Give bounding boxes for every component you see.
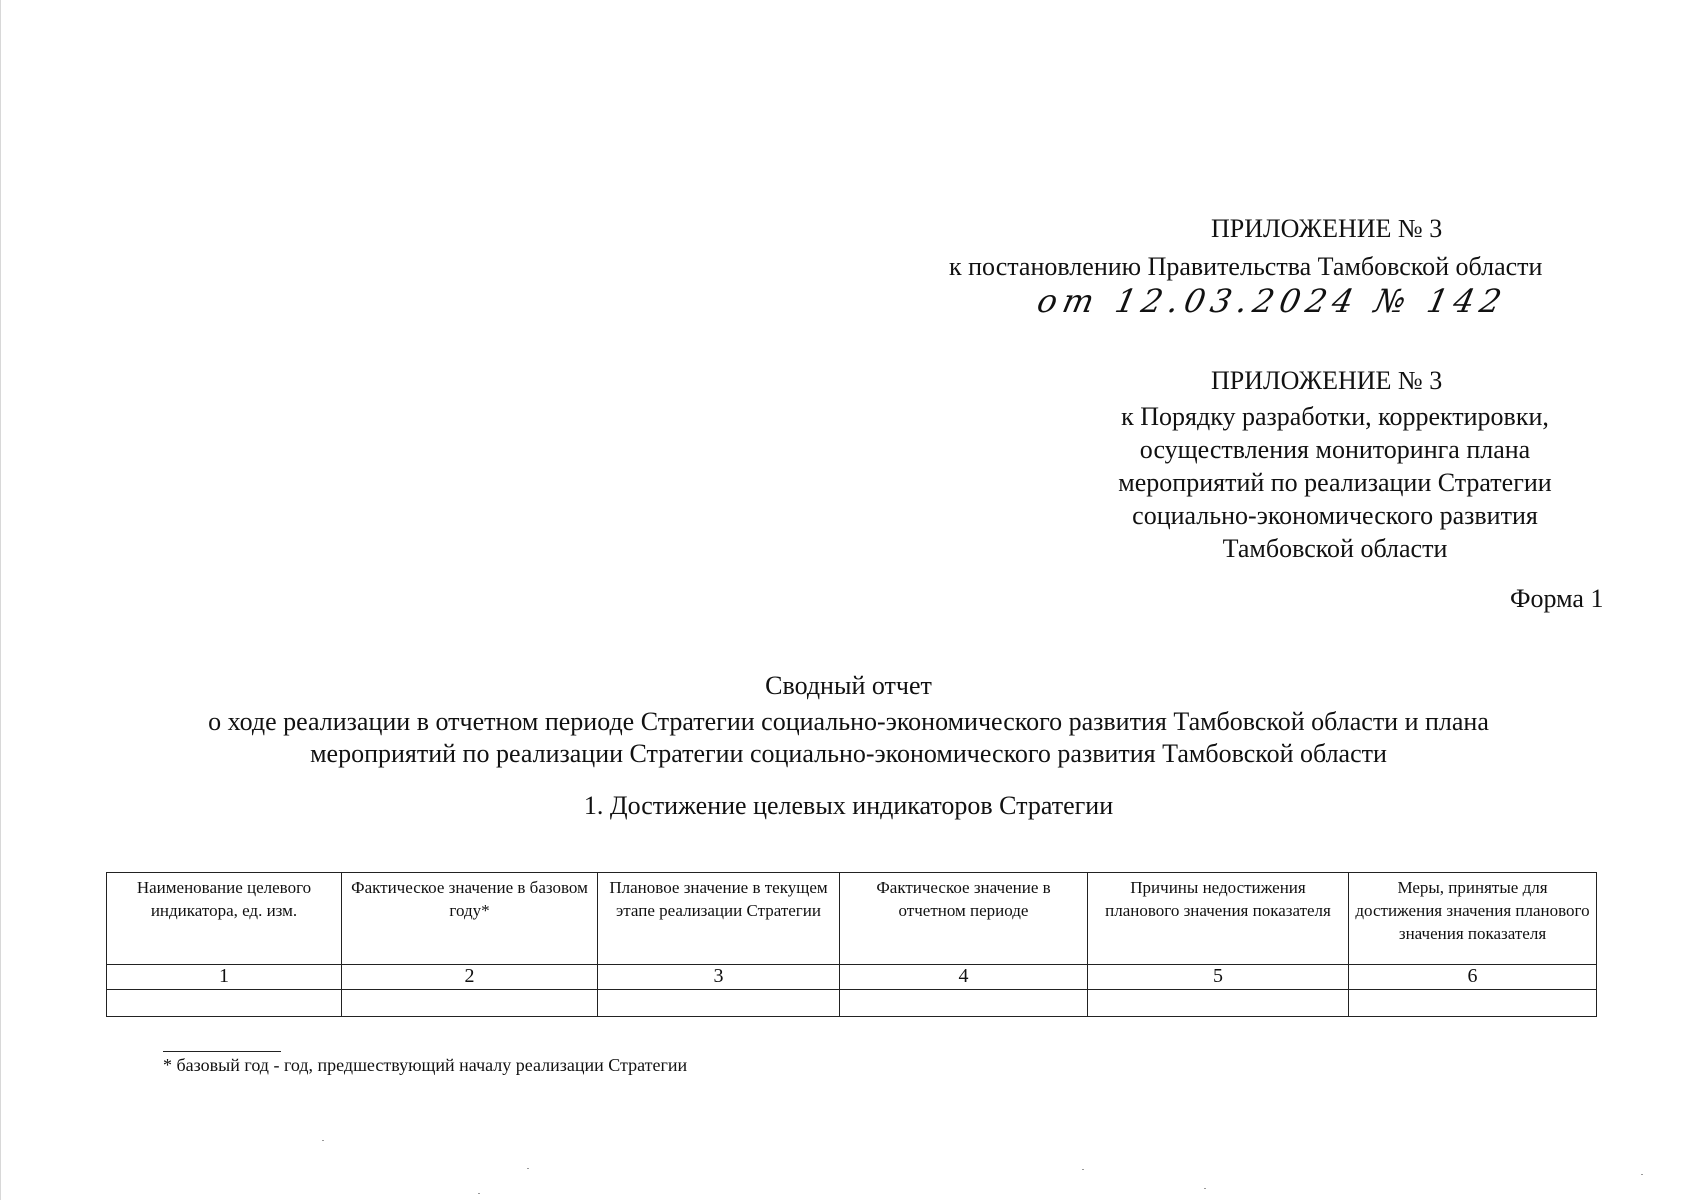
empty-data-row bbox=[107, 990, 1597, 1017]
report-title: Сводный отчет bbox=[765, 671, 932, 700]
appendix-1-title: ПРИЛОЖЕНИЕ № 3 bbox=[1211, 214, 1443, 243]
column-number: 6 bbox=[1349, 965, 1597, 990]
column-header: Плановое значение в текущем этапе реализации Стратегии bbox=[598, 873, 840, 965]
column-header: Причины недостижения планового значения показателя bbox=[1088, 873, 1349, 965]
report-subtitle-line: о ходе реализации в отчетном периоде Стратегии социально-экономического развития Тамбовской области и плана bbox=[208, 707, 1489, 736]
appendix-2-line: мероприятий по реализации Стратегии bbox=[1118, 468, 1552, 497]
indicators-table bbox=[106, 872, 1597, 1017]
table-cell bbox=[840, 990, 1088, 1017]
scan-speck bbox=[1082, 1169, 1084, 1170]
column-number: 5 bbox=[1088, 965, 1349, 990]
appendix-2-line: Тамбовской области bbox=[1222, 534, 1448, 563]
report-subtitle-line: мероприятий по реализации Стратегии социально-экономического развития Тамбовской области bbox=[310, 739, 1387, 768]
scan-edge bbox=[0, 0, 1, 1200]
footnote-rule bbox=[163, 1051, 281, 1052]
handwritten-signature-date: от 12.03.2024 № 142 bbox=[1033, 282, 1511, 320]
scan-speck bbox=[1204, 1188, 1206, 1189]
scan-speck bbox=[478, 1193, 480, 1194]
appendix-2-text bbox=[1069, 400, 1601, 565]
appendix-2-line: осуществления мониторинга плана bbox=[1139, 435, 1531, 464]
column-header: Наименование целевого индикатора, ед. изм. bbox=[107, 873, 342, 965]
table-cell bbox=[1349, 990, 1597, 1017]
column-header: Фактическое значение в базовом году* bbox=[342, 873, 598, 965]
column-number: 2 bbox=[342, 965, 598, 990]
table-cell bbox=[598, 990, 840, 1017]
table-cell bbox=[342, 990, 598, 1017]
table-header-row bbox=[107, 873, 1597, 965]
scan-speck bbox=[527, 1168, 529, 1169]
column-header: Фактическое значение в отчетном периоде bbox=[840, 873, 1088, 965]
table-cell bbox=[1088, 990, 1349, 1017]
appendix-2-line: к Порядку разработки, корректировки, bbox=[1121, 402, 1549, 431]
column-number: 1 bbox=[107, 965, 342, 990]
scan-speck bbox=[322, 1140, 324, 1141]
appendix-1-subtitle: к постановлению Правительства Тамбовской области bbox=[949, 252, 1543, 281]
table-cell bbox=[107, 990, 342, 1017]
column-number: 4 bbox=[840, 965, 1088, 990]
appendix-2-line: социально-экономического развития bbox=[1132, 501, 1538, 530]
footnote: * базовый год - год, предшествующий началу реализации Стратегии bbox=[163, 1055, 688, 1075]
column-number-row bbox=[107, 965, 1597, 990]
form-label: Форма 1 bbox=[1510, 584, 1604, 613]
section-heading: 1. Достижение целевых индикаторов Стратегии bbox=[583, 791, 1114, 820]
scan-speck bbox=[1641, 1174, 1643, 1175]
column-number: 3 bbox=[598, 965, 840, 990]
appendix-2-title: ПРИЛОЖЕНИЕ № 3 bbox=[1211, 366, 1443, 395]
column-header: Меры, принятые для достижения значения планового значения показателя bbox=[1349, 873, 1597, 965]
